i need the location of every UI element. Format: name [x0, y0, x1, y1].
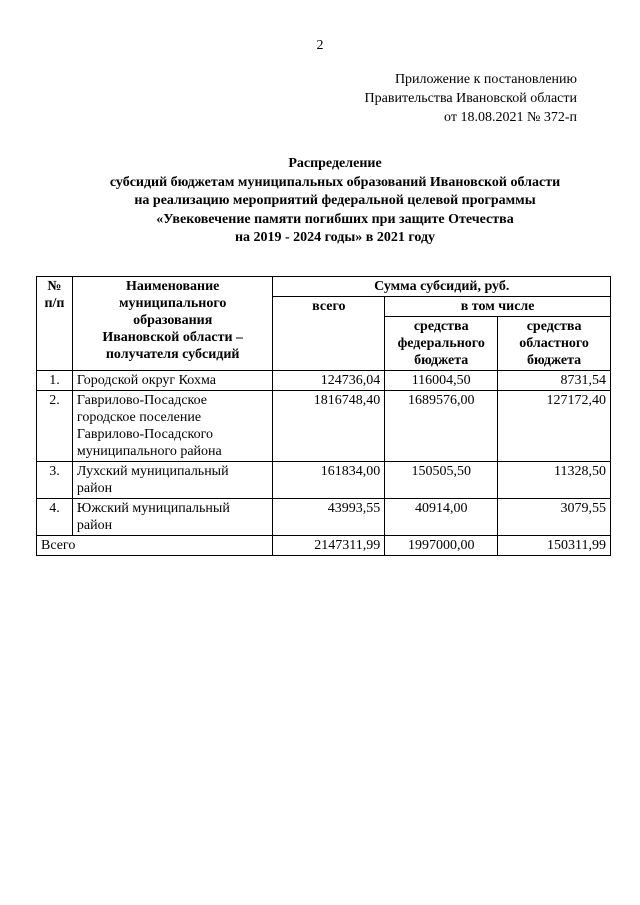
row-total: 124736,04 [273, 371, 385, 391]
row-name-line: Гаврилово-Посадского [76, 427, 214, 442]
title-line: на 2019 - 2024 годы» в 2021 году [234, 230, 436, 245]
row-federal: 150505,50 [385, 462, 498, 499]
row-federal: 1689576,00 [385, 391, 498, 462]
header-regional: средства областного бюджета [498, 317, 611, 371]
totals-label: Всего [37, 536, 273, 556]
row-regional: 3079,55 [498, 499, 611, 536]
table-row [37, 462, 611, 499]
row-number: 3. [37, 462, 73, 499]
row-name-line: район [76, 481, 113, 496]
row-name-line: район [76, 518, 113, 533]
appendix-block [365, 70, 577, 127]
appendix-line: Правительства Ивановской области [364, 91, 577, 106]
totals-total: 2147311,99 [273, 536, 385, 556]
row-name-line: Гаврилово-Посадское [76, 393, 208, 408]
row-name-line: муниципального района [76, 444, 222, 459]
header-federal: средства федерального бюджета [385, 317, 498, 371]
table-row [37, 391, 611, 462]
row-number: 4. [37, 499, 73, 536]
title-line: Распределение [288, 156, 382, 171]
row-name [72, 499, 273, 536]
row-number: 1. [37, 371, 73, 391]
row-name-line: Городской округ Кохма [76, 373, 216, 388]
table-row [37, 371, 611, 391]
row-name [72, 391, 273, 462]
totals-row [37, 536, 611, 556]
title-line: субсидий бюджетам муниципальных образований Ивановской области [109, 174, 561, 190]
title-line: «Увековечение памяти погибших при защите Отечества [156, 211, 514, 227]
header-sum: Сумма субсидий, руб. [273, 277, 611, 297]
row-name-line: городское поселение [76, 410, 202, 425]
table-body [37, 371, 611, 536]
row-regional: 11328,50 [498, 462, 611, 499]
page-number: 2 [316, 38, 324, 53]
title-line: на реализацию мероприятий федеральной целевой программы [134, 193, 536, 208]
row-federal: 40914,00 [385, 499, 498, 536]
totals-regional: 150311,99 [498, 536, 611, 556]
header-name: Наименование муниципального образования Ивановской области – получателя субсидий [72, 277, 273, 371]
document-title [40, 155, 630, 248]
totals-federal: 1997000,00 [385, 536, 498, 556]
row-name-line: Лухский муниципальный [76, 464, 229, 479]
subsidy-table [36, 276, 611, 556]
row-name-line: Южский муниципальный [76, 501, 230, 516]
row-total: 1816748,40 [273, 391, 385, 462]
row-number: 2. [37, 391, 73, 462]
table-row [37, 499, 611, 536]
row-federal: 116004,50 [385, 371, 498, 391]
row-total: 43993,55 [273, 499, 385, 536]
row-regional: 127172,40 [498, 391, 611, 462]
header-including: в том числе [385, 297, 611, 317]
appendix-line: от 18.08.2021 № 372-п [444, 110, 577, 125]
header-total: всего [273, 297, 385, 371]
row-total: 161834,00 [273, 462, 385, 499]
row-regional: 8731,54 [498, 371, 611, 391]
row-name [72, 371, 273, 391]
row-name [72, 462, 273, 499]
appendix-line: Приложение к постановлению [394, 72, 577, 87]
header-number: № п/п [37, 277, 73, 371]
